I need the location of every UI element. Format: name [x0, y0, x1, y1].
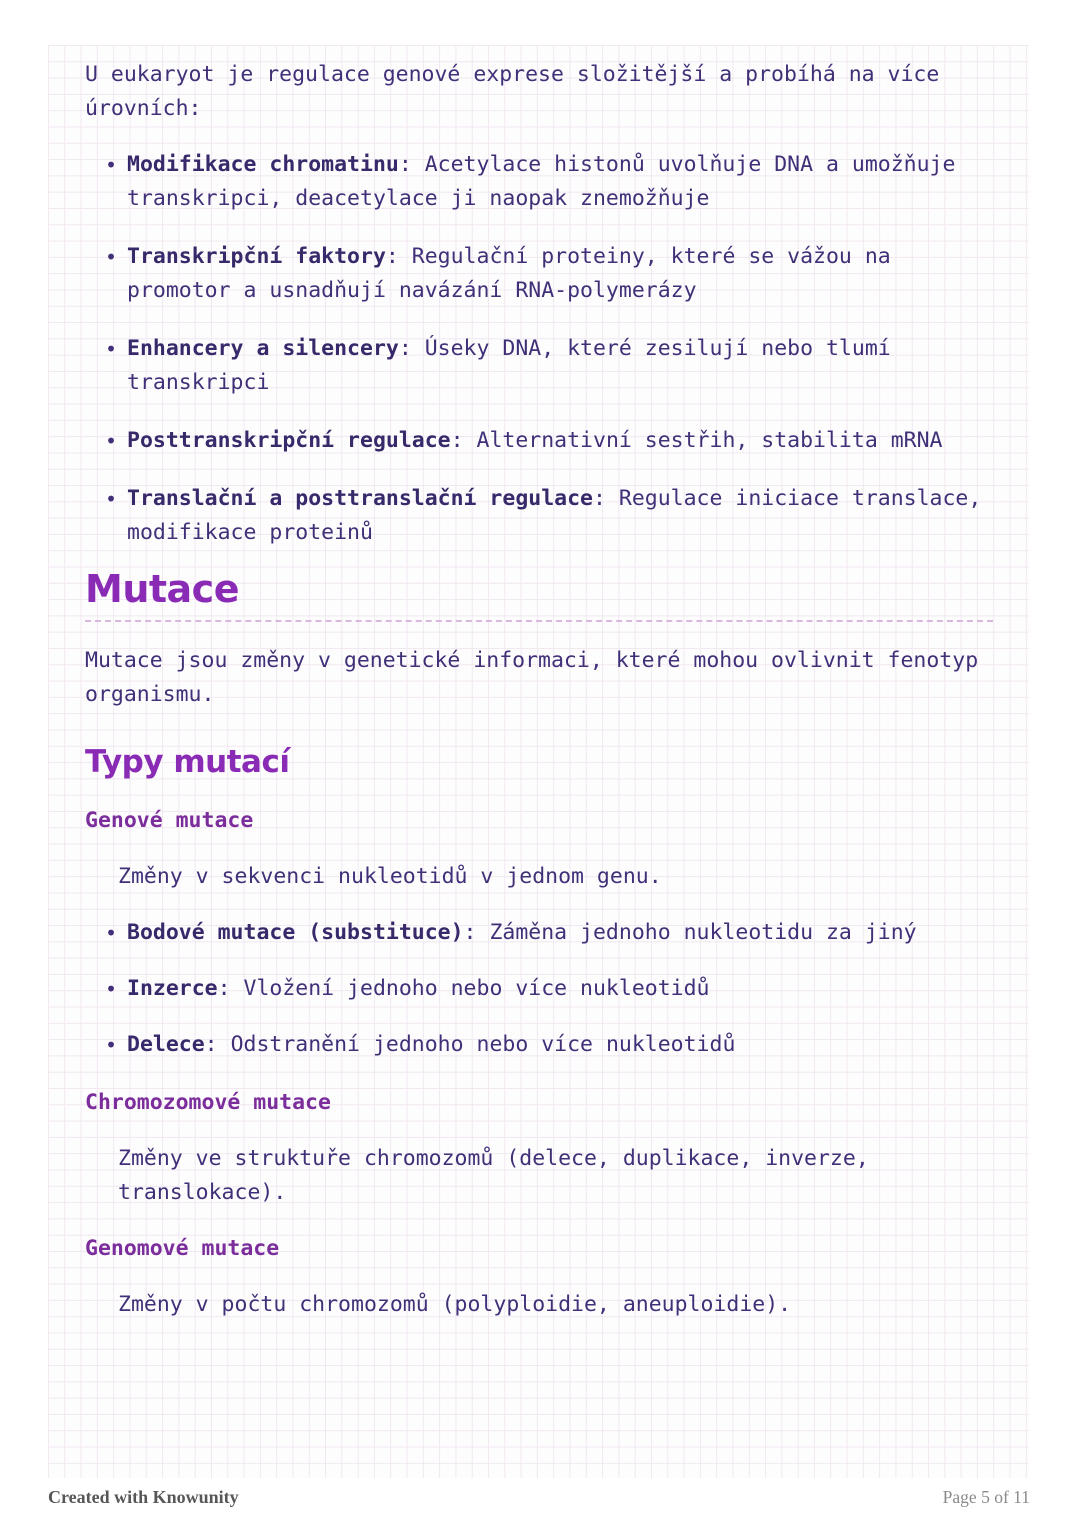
- footer-branding: Created with Knowunity: [48, 1487, 239, 1507]
- item-desc: Regulační proteiny, které se vážou na promotor a usnadňují navázání RNA-polymerázy: [127, 244, 891, 303]
- bullet-icon: •: [105, 921, 118, 945]
- item-separator: :: [398, 152, 425, 177]
- list-item: [85, 916, 993, 950]
- list-item: [85, 1028, 993, 1062]
- bullet-icon: •: [105, 1033, 118, 1057]
- bullet-icon: •: [105, 153, 118, 177]
- item-desc: Vložení jednoho nebo více nukleotidů: [243, 976, 710, 1001]
- item-label: Enhancery a silencery: [127, 336, 399, 361]
- item-desc: Úseky DNA, které zesilují nebo tlumí transkripci: [127, 336, 891, 395]
- list-item: [85, 482, 993, 550]
- item-separator: :: [593, 486, 619, 511]
- intro-paragraph: U eukaryot je regulace genové exprese složitější a probíhá na více úrovních:: [85, 62, 940, 121]
- bullet-icon: •: [105, 429, 118, 453]
- bullet-icon: •: [105, 337, 118, 361]
- section-heading-mutace: Mutace: [85, 567, 239, 611]
- list-item: [85, 972, 993, 1006]
- list-item: [85, 424, 993, 458]
- subheading-chromozomove-mutace: Chromozomové mutace: [85, 1090, 331, 1115]
- item-desc: Záměna jednoho nukleotidu za jiný: [489, 920, 917, 945]
- subheading-genomove-mutace: Genomové mutace: [85, 1236, 280, 1261]
- bullet-icon: •: [105, 977, 118, 1001]
- page-footer: [48, 1487, 1030, 1508]
- item-separator: :: [385, 244, 412, 269]
- subheading-genove-mutace: Genové mutace: [85, 808, 254, 833]
- item-label: Transkripční faktory: [127, 244, 386, 269]
- list-item: [85, 240, 993, 308]
- genomove-desc: Změny v počtu chromozomů (polyploidie, aneuploidie).: [118, 1292, 792, 1317]
- item-label: Modifikace chromatinu: [127, 152, 399, 177]
- page-number: Page 5 of 11: [942, 1487, 1030, 1507]
- item-separator: :: [463, 920, 490, 945]
- item-separator: :: [204, 1032, 231, 1057]
- dashed-divider: [85, 620, 993, 622]
- item-label: Inzerce: [127, 976, 218, 1001]
- item-desc: Acetylace histonů uvolňuje DNA a umožňuje transkripci, deacetylace ji naopak znemožňuje: [127, 152, 956, 211]
- subsection-heading-typy-mutaci: Typy mutací: [85, 744, 290, 780]
- item-separator: :: [217, 976, 244, 1001]
- bullet-icon: •: [105, 245, 118, 269]
- page-content: [48, 45, 1029, 1322]
- chromozomove-desc: Změny ve struktuře chromozomů (delece, duplikace, inverze, translokace).: [118, 1146, 869, 1205]
- mutace-intro-paragraph: Mutace jsou změny v genetické informaci, které mohou ovlivnit fenotyp organismu.: [85, 648, 979, 707]
- item-desc: Alternativní sestřih, stabilita mRNA: [476, 428, 943, 453]
- genove-list: [85, 916, 993, 1062]
- notebook-grid-paper: [48, 45, 1029, 1478]
- item-separator: :: [450, 428, 477, 453]
- item-desc: Odstranění jednoho nebo více nukleotidů: [230, 1032, 736, 1057]
- regulation-list: [85, 148, 993, 550]
- list-item: [85, 332, 993, 400]
- item-label: Delece: [127, 1032, 205, 1057]
- item-label: Translační a posttranslační regulace: [127, 486, 593, 511]
- item-label: Bodové mutace (substituce): [127, 920, 464, 945]
- list-item: [85, 148, 993, 216]
- item-separator: :: [398, 336, 425, 361]
- item-label: Posttranskripční regulace: [127, 428, 451, 453]
- bullet-icon: •: [105, 487, 118, 511]
- genove-desc: Změny v sekvenci nukleotidů v jednom genu.: [118, 864, 662, 889]
- item-desc: Regulace iniciace translace, modifikace proteinů: [127, 486, 982, 545]
